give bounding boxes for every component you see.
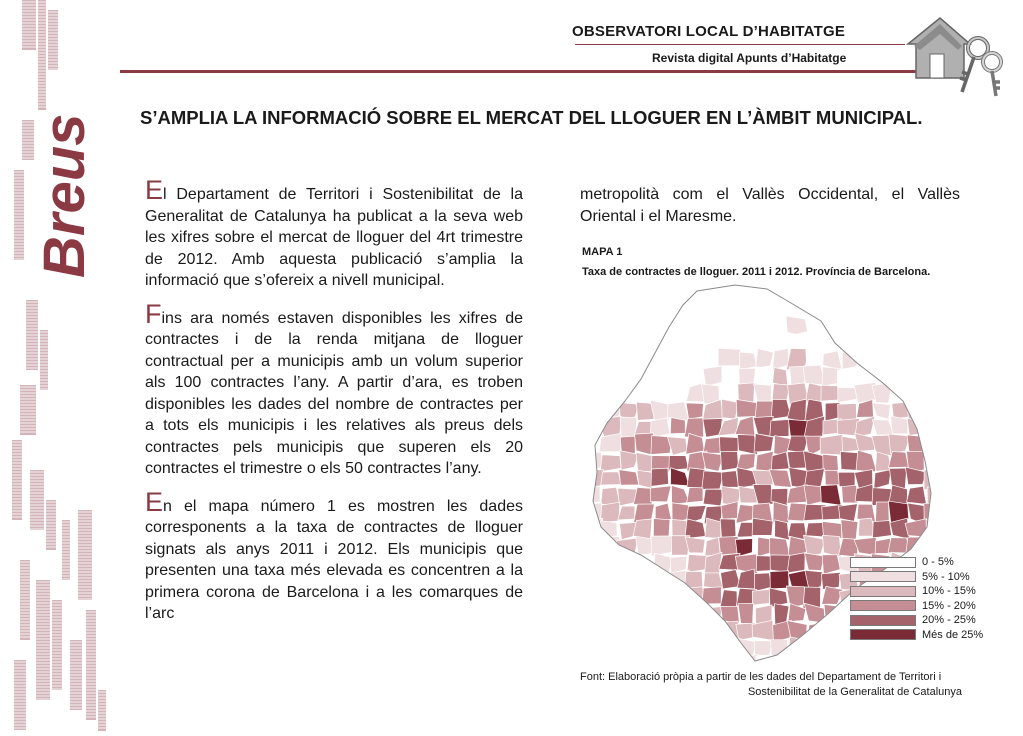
legend-label: 5% - 10%: [922, 571, 970, 583]
legend-item: [850, 584, 983, 599]
header-title: OBSERVATORI LOCAL D’HABITATGE: [572, 23, 845, 40]
drop-cap: E: [145, 487, 163, 517]
legend-swatch: [850, 629, 916, 640]
sidebar: [0, 0, 115, 731]
map-source: [580, 670, 962, 700]
legend-item: [850, 613, 983, 628]
paragraph-text: l Departament de Territori i Sostenibilitat de la Generalitat de Catalunya ha publicat a la seva web les xifres sobre el mercat de lloguer del 4rt trimestre de 2012. Amb aquesta publicació s’amplia la informació que s’ofereix a nivell municipal.: [145, 186, 523, 289]
legend-item: [850, 599, 983, 614]
source-line-1: Font: Elaboració pròpia a partir de les dades del Departament de Territori i: [580, 671, 941, 683]
brand-title: [22, 98, 102, 298]
article-paragraph: [145, 182, 523, 292]
brand-text: Breus: [32, 114, 97, 278]
legend-item: [850, 570, 983, 585]
legend-swatch: [850, 615, 916, 626]
legend-swatch: [850, 571, 916, 582]
article-column-left: [145, 182, 523, 639]
paragraph-text: n el mapa número 1 es mostren les dades corresponents a la taxa de contractes de lloguer signats als anys 2011 i 2012. Els municipis que presenten una taxa més elevada es concentren a la primera corona de Barcelona i a les comarques de l’arc: [145, 498, 523, 623]
article-paragraph: [145, 306, 523, 480]
paragraph-text: ins ara només estaven disponibles les xifres de contractes i de la renda mitjana de lloguer contractual per a municipis amb un volum superior als 100 contractes l’any. A partir d’ara, es troben disponibles les dades del nombre de contractes per a tots els municipis i les relatives als preus dels contractes pels municipis que superen els 20 contractes el trimestre o els 50 contractes l’any.: [145, 310, 523, 478]
legend-item: [850, 555, 983, 570]
article-paragraph: [145, 494, 523, 625]
legend-swatch: [850, 600, 916, 611]
house-keys-logo-icon: [900, 10, 1010, 98]
legend-label: Més de 25%: [922, 629, 983, 641]
drop-cap: E: [145, 175, 163, 205]
article-continuation: metropolità com el Vallès Occidental, el Vallès Oriental i el Maresme.: [580, 184, 960, 227]
legend-label: 15% - 20%: [922, 600, 976, 612]
map-title: Taxa de contractes de lloguer. 2011 i 2012. Província de Barcelona.: [582, 266, 930, 278]
source-line-2: Sostenibilitat de la Generalitat de Catalunya: [580, 685, 962, 700]
legend-label: 10% - 15%: [922, 585, 976, 597]
header-rule: [120, 70, 950, 73]
legend-label: 20% - 25%: [922, 614, 976, 626]
header-divider: [575, 44, 905, 45]
legend-item: [850, 628, 983, 643]
drop-cap: F: [145, 299, 162, 329]
article-headline: S’AMPLIA LA INFORMACIÓ SOBRE EL MERCAT DEL LLOGUER EN L’ÀMBIT MUNICIPAL.: [140, 106, 970, 130]
legend-label: 0 - 5%: [922, 556, 954, 568]
map-label: MAPA 1: [582, 246, 622, 258]
legend-swatch: [850, 557, 916, 568]
map-legend: [850, 555, 983, 642]
header-subtitle: Revista digital Apunts d’Habitatge: [652, 51, 846, 65]
legend-swatch: [850, 586, 916, 597]
